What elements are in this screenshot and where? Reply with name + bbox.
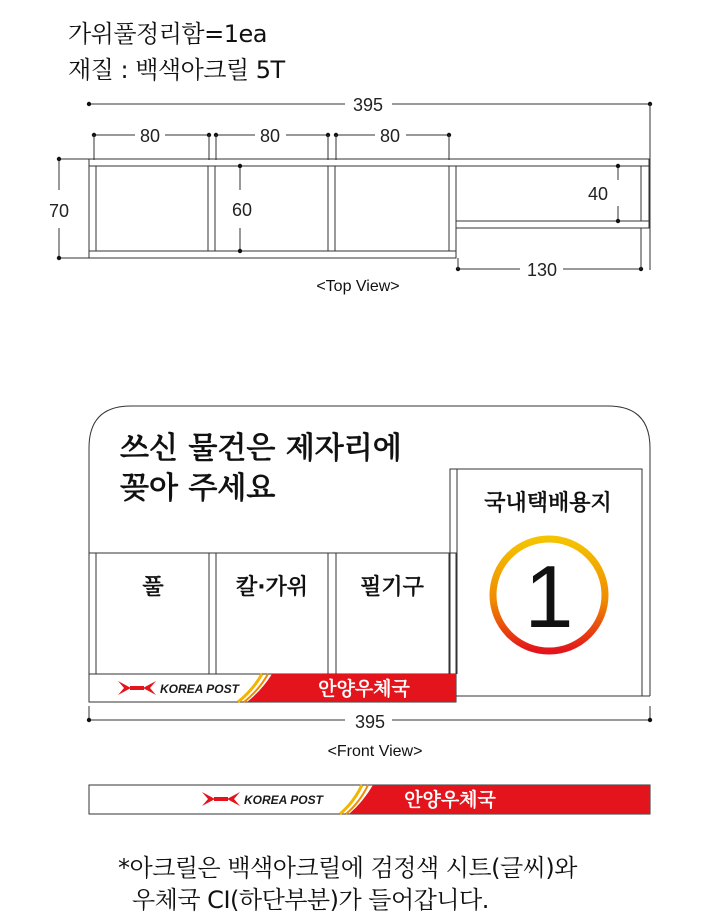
dim-side-depth-top	[616, 164, 620, 223]
banner-brand-en: KOREA POST	[160, 682, 239, 696]
post-banner-front	[89, 674, 456, 702]
top-view-label: <Top View>	[316, 278, 400, 295]
dim-label-depth: 70	[48, 201, 70, 221]
dim-overall-top	[87, 102, 652, 270]
strip-brand-en: KOREA POST	[244, 793, 323, 807]
strip-office-name: 안양우체국	[404, 789, 496, 811]
compartment-row	[89, 553, 456, 674]
footnote-line-2: 우체국 CI(하단부분)가 들어갑니다.	[132, 886, 489, 914]
side-panel-title: 국내택배용지	[484, 491, 612, 516]
headline-line-1: 쓰신 물건은 제자리에	[120, 431, 402, 466]
dim-label-inner-depth: 60	[231, 200, 253, 220]
banner-office-name: 안양우체국	[318, 678, 410, 700]
front-view-label: <Front View>	[327, 743, 423, 760]
compartment-label-1: 풀	[142, 575, 164, 600]
dim-label-compartment-3: 80	[379, 126, 401, 146]
dim-label-side-width: 130	[526, 260, 558, 280]
compartment-label-2: 칼·가위	[235, 575, 309, 600]
dim-label-compartment-2: 80	[259, 126, 281, 146]
material-spec: 재질 : 백색아크릴 5T	[68, 56, 285, 84]
post-banner-strip	[89, 785, 650, 814]
number-ring	[493, 539, 605, 651]
dim-label-overall-top: 395	[352, 95, 384, 115]
product-title: 가위풀정리함=1ea	[68, 20, 267, 48]
headline-line-2: 꽂아 주세요	[120, 471, 276, 506]
side-panel-number: 1	[524, 547, 574, 646]
footnote-line-1: *아크릴은 백색아크릴에 검정색 시트(글씨)와	[118, 854, 577, 882]
dim-label-compartment-1: 80	[139, 126, 161, 146]
dim-label-overall-front: 395	[354, 712, 386, 732]
compartment-label-3: 필기구	[360, 575, 424, 600]
top-view-box	[89, 159, 649, 258]
dim-label-side-depth: 40	[587, 184, 609, 204]
